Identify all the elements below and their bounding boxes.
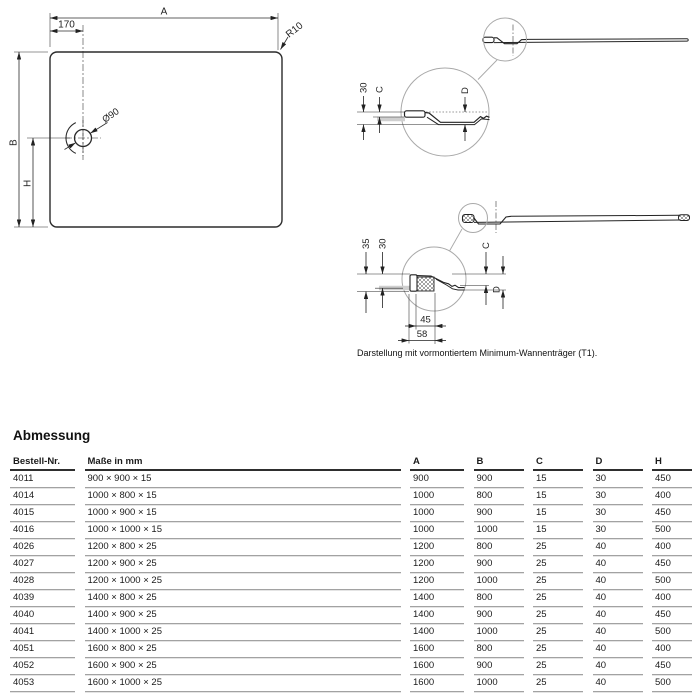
table-cell: 1000	[410, 522, 464, 539]
table-cell: 450	[652, 607, 692, 624]
table-cell: 40	[593, 658, 643, 675]
dim-label-top-c: C	[374, 86, 386, 93]
table-cell: 1400	[410, 590, 464, 607]
dim-label-58: 58	[416, 329, 428, 340]
table-cell: 900	[474, 658, 524, 675]
column-header: D	[593, 456, 643, 471]
table-cell: 40	[593, 624, 643, 641]
table-cell: 4039	[10, 590, 75, 607]
dim-label-bottom-d: D	[491, 286, 503, 293]
table-cell: 900	[474, 471, 524, 488]
column-header: A	[410, 456, 464, 471]
table-cell: 4016	[10, 522, 75, 539]
table-cell: 450	[652, 505, 692, 522]
table-cell: 1000 × 900 × 15	[85, 505, 401, 522]
table-cell: 40	[593, 539, 643, 556]
table-cell: 1000	[474, 624, 524, 641]
table-cell: 1000	[474, 675, 524, 692]
column-header: Maße in mm	[85, 456, 401, 471]
table-row	[10, 675, 692, 692]
table-cell: 1400 × 1000 × 25	[85, 624, 401, 641]
column-header: B	[474, 456, 524, 471]
table-cell: 40	[593, 607, 643, 624]
table-cell: 400	[652, 488, 692, 505]
table-cell: 500	[652, 624, 692, 641]
table-cell: 15	[533, 471, 583, 488]
table-cell: 4051	[10, 641, 75, 658]
table-cell: 1000	[410, 505, 464, 522]
table-cell: 30	[593, 505, 643, 522]
table-cell: 4015	[10, 505, 75, 522]
table-cell: 1000 × 800 × 15	[85, 488, 401, 505]
table-cell: 450	[652, 658, 692, 675]
table-cell: 4040	[10, 607, 75, 624]
table-row	[10, 641, 692, 658]
plan-view-drawing	[14, 13, 288, 227]
table-cell: 30	[593, 522, 643, 539]
table-cell: 1200	[410, 556, 464, 573]
table-row	[10, 624, 692, 641]
table-cell: 1000 × 1000 × 15	[85, 522, 401, 539]
section-detail-bottom	[357, 201, 690, 344]
dim-label-bottom-35: 35	[361, 238, 372, 249]
table-cell: 1600	[410, 675, 464, 692]
table-cell: 25	[533, 573, 583, 590]
table-cell: 1600 × 900 × 25	[85, 658, 401, 675]
table-cell: 1600	[410, 658, 464, 675]
table-cell: 4041	[10, 624, 75, 641]
column-header: Bestell-Nr.	[10, 456, 75, 471]
table-cell: 900 × 900 × 15	[85, 471, 401, 488]
table-cell: 4026	[10, 539, 75, 556]
section-heading: Abmessung	[13, 428, 91, 443]
table-cell: 1400	[410, 624, 464, 641]
table-cell: 15	[533, 488, 583, 505]
table-cell: 15	[533, 522, 583, 539]
table-cell: 25	[533, 641, 583, 658]
table-row	[10, 471, 692, 488]
support-block-hatch	[417, 277, 434, 291]
table-cell: 800	[474, 488, 524, 505]
table-cell: 25	[533, 590, 583, 607]
table-cell: 450	[652, 556, 692, 573]
table-cell: 1000	[474, 522, 524, 539]
table-cell: 40	[593, 573, 643, 590]
table-row	[10, 556, 692, 573]
table-cell: 4052	[10, 658, 75, 675]
table-cell: 25	[533, 556, 583, 573]
table-cell: 400	[652, 641, 692, 658]
table-cell: 450	[652, 471, 692, 488]
dim-label-top-d: D	[460, 87, 471, 94]
table-cell: 4014	[10, 488, 75, 505]
table-cell: 1200 × 800 × 25	[85, 539, 401, 556]
table-cell: 40	[593, 590, 643, 607]
dimensions-table	[10, 456, 692, 692]
table-cell: 400	[652, 590, 692, 607]
table-cell: 30	[593, 488, 643, 505]
dim-label-a: A	[160, 6, 168, 18]
table-cell: 500	[652, 675, 692, 692]
table-cell: 25	[533, 539, 583, 556]
table-header-row	[10, 456, 692, 471]
table-cell: 1200 × 900 × 25	[85, 556, 401, 573]
tray-outline	[50, 52, 282, 227]
table-cell: 1600	[410, 641, 464, 658]
dim-label-45: 45	[420, 314, 431, 326]
table-cell: 1200	[410, 573, 464, 590]
column-header: C	[533, 456, 583, 471]
dim-label-b: B	[8, 139, 20, 146]
section-detail-top	[357, 18, 688, 156]
table-cell: 1200 × 1000 × 25	[85, 573, 401, 590]
table-cell: 4027	[10, 556, 75, 573]
table-cell: 1400 × 900 × 25	[85, 607, 401, 624]
dim-label-drain-diameter: Ø90	[100, 106, 122, 126]
table-cell: 25	[533, 624, 583, 641]
table-cell: 1200	[410, 539, 464, 556]
table-cell: 500	[652, 573, 692, 590]
table-cell: 4053	[10, 675, 75, 692]
dim-label-h: H	[22, 179, 34, 187]
dim-label-r10: R10	[284, 20, 306, 41]
table-row	[10, 573, 692, 590]
dim-label-bottom-c: C	[481, 242, 492, 249]
table-cell: 800	[474, 590, 524, 607]
table-cell: 4011	[10, 471, 75, 488]
table-cell: 400	[652, 539, 692, 556]
table-cell: 1600 × 1000 × 25	[85, 675, 401, 692]
table-row	[10, 658, 692, 675]
table-row	[10, 488, 692, 505]
table-cell: 900	[474, 505, 524, 522]
table-cell: 900	[410, 471, 464, 488]
table-cell: 15	[533, 505, 583, 522]
table-cell: 40	[593, 641, 643, 658]
table-cell: 25	[533, 658, 583, 675]
drawing-caption: Darstellung mit vormontiertem Minimum-Wannenträger (T1).	[357, 348, 598, 358]
table-cell: 800	[474, 641, 524, 658]
table-cell: 1000	[410, 488, 464, 505]
table-cell: 1000	[474, 573, 524, 590]
table-cell: 25	[533, 607, 583, 624]
table-cell: 1400 × 800 × 25	[85, 590, 401, 607]
table-cell: 1600 × 800 × 25	[85, 641, 401, 658]
dim-label-bottom-30: 30	[377, 238, 389, 249]
dim-label-top-30: 30	[358, 82, 370, 93]
table-cell: 25	[533, 675, 583, 692]
dim-label-170: 170	[58, 19, 75, 31]
table-cell: 900	[474, 556, 524, 573]
table-cell: 40	[593, 556, 643, 573]
table-cell: 30	[593, 471, 643, 488]
column-header: H	[652, 456, 692, 471]
table-row	[10, 607, 692, 624]
table-cell: 800	[474, 539, 524, 556]
table-cell: 4028	[10, 573, 75, 590]
table-row	[10, 522, 692, 539]
table-cell: 40	[593, 675, 643, 692]
table-row	[10, 505, 692, 522]
table-cell: 1400	[410, 607, 464, 624]
table-cell: 900	[474, 607, 524, 624]
table-row	[10, 539, 692, 556]
table-row	[10, 590, 692, 607]
table-cell: 500	[652, 522, 692, 539]
